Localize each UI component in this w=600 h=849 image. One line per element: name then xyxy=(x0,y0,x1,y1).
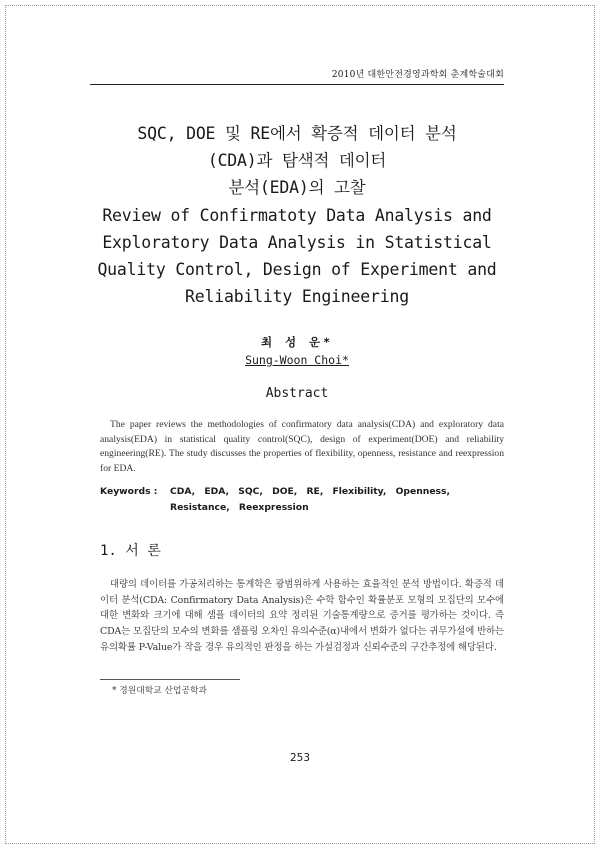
title-line: (CDA)과 탐색적 데이터 xyxy=(207,151,387,171)
author-name-kr: 최 성 운* xyxy=(260,335,334,349)
title-line: Reliability Engineering xyxy=(185,287,409,307)
section-body: 대량의 데이터를 가공처리하는 통계학은 광범위하게 사용하는 효율적인 분석 방법이다. 확증적 데이터 분석(CDA: Confirmatory Data Analysis)은 수학 함수인 확률분포 모형의 모집단의 모수에 대한 변화와 크기에 대해 샘플 데이터의 요약 정리된 기술통계량으로 증거를 평가하는 것이다. 즉 CDA는 모집단의 모수의 변화를 샘플링 오차인 유의수준(α)내에서 변화가 없다는 귀무가설에 반하는 유의확률 P-Value가 작을 경우 유의적인 판정을 하는 가설검정과 신뢰수준의 구간추정에 해당된다. xyxy=(100,579,504,653)
keywords-list: CDA, EDA, SQC, DOE, RE, Flexibility, Openness, Resistance, Reexpression xyxy=(170,486,450,513)
running-header: 2010년 대한안전경영과학회 춘계학술대회 xyxy=(331,70,504,80)
title-line: Review of Confirmatoty Data Analysis and xyxy=(102,205,492,225)
page-number: 253 xyxy=(289,752,311,764)
abstract-body: The paper reviews the methodologies of confirmatory data analysis(CDA) and exploratory data analysis(EDA) in statistical quality control(SQC), design of experiment(DOE) and reliability engineering(RE). The study discusses the properties of flexibility, openness, resistance and reexpression for EDA. xyxy=(100,419,504,474)
author-name-en: Sung-Woon Choi* xyxy=(245,353,349,367)
paper-title xyxy=(90,120,504,310)
keywords xyxy=(100,484,504,515)
section-heading: 1. 서 론 xyxy=(100,543,161,559)
author-block xyxy=(90,333,504,369)
title-line: SQC, DOE 및 RE에서 확증적 데이터 분석 xyxy=(137,124,457,143)
abstract-heading: Abstract xyxy=(265,386,329,401)
title-line: 분석(EDA)의 고찰 xyxy=(228,178,366,198)
footnote: * 경원대학교 산업공학과 xyxy=(112,686,207,696)
title-line: Quality Control, Design of Experiment and xyxy=(97,260,497,280)
footnote-rule xyxy=(100,679,240,680)
header-rule xyxy=(90,84,504,85)
keywords-label: Keywords : xyxy=(100,486,158,497)
title-line: Exploratory Data Analysis in Statistical xyxy=(102,232,492,252)
